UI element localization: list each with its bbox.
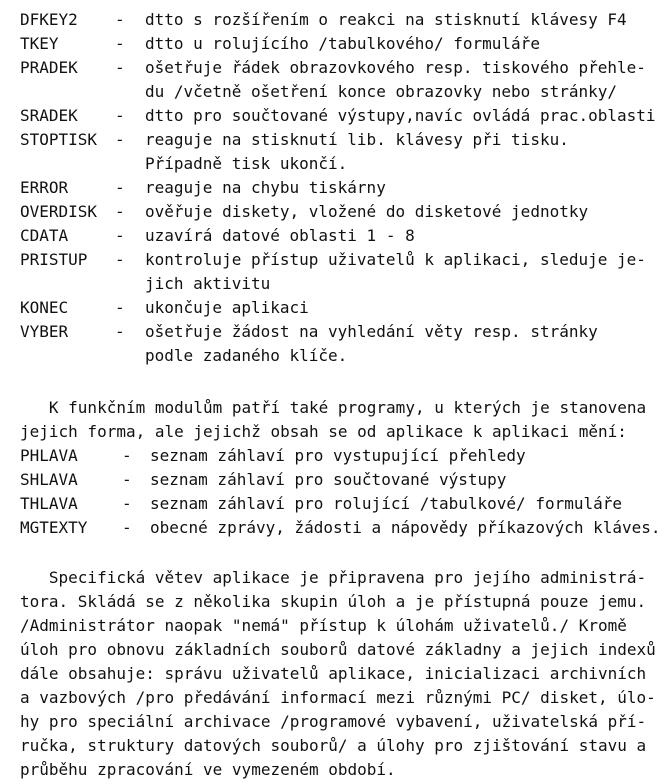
dash: -	[115, 130, 125, 149]
module-description: dtto s rozšířením o reakci na stisknutí klávesy F4	[145, 10, 627, 29]
dash: -	[115, 58, 125, 77]
dash: -	[115, 322, 125, 341]
paragraph-line: /Administrátor naopak "nemá" přístup k úlohám uživatelů./ Kromě	[20, 616, 627, 635]
module-name: PRADEK	[20, 58, 78, 77]
header-name: THLAVA	[20, 494, 78, 513]
module-name: VYBER	[20, 322, 69, 341]
paragraph-line: jejich forma, ale jejichž obsah se od aplikace k aplikaci mění:	[20, 422, 627, 441]
dash: -	[115, 34, 125, 53]
dash: -	[122, 494, 132, 513]
module-description: reaguje na chybu tiskárny	[145, 178, 386, 197]
header-description: seznam záhlaví pro rolující /tabulkové/ formuláře	[150, 494, 623, 513]
module-name: STOPTISK	[20, 130, 98, 149]
module-name: CDATA	[20, 226, 69, 245]
module-name: OVERDISK	[20, 202, 98, 221]
module-description: dtto u rolujícího /tabulkového/ formuláře	[145, 34, 540, 53]
dash: -	[122, 518, 132, 537]
dash: -	[115, 298, 125, 317]
paragraph-line: Specifická větev aplikace je připravena pro jejího administrá-	[20, 568, 647, 587]
module-name: PRISTUP	[20, 250, 88, 269]
dash: -	[115, 250, 125, 269]
dash: -	[115, 106, 125, 125]
module-description: du /včetně ošetření konce obrazovky nebo stránky/	[145, 82, 618, 101]
module-description: dtto pro součtované výstupy,navíc ovládá prac.oblasti	[145, 106, 656, 125]
module-description: podle zadaného klíče.	[145, 346, 348, 365]
header-name: PHLAVA	[20, 446, 78, 465]
dash: -	[115, 202, 125, 221]
module-name: DFKEY2	[20, 10, 78, 29]
paragraph-line: ručka, struktury datových souborů/ a úlohy pro zjištování stavu a	[20, 736, 647, 755]
paragraph-line: tora. Skládá se z několika skupin úloh a je přístupná pouze jemu.	[20, 592, 647, 611]
header-name: SHLAVA	[20, 470, 78, 489]
header-description: seznam záhlaví pro součtované výstupy	[150, 470, 507, 489]
module-description: uzavírá datové oblasti 1 - 8	[145, 226, 415, 245]
dash: -	[115, 178, 125, 197]
module-description: jich aktivitu	[145, 274, 271, 293]
header-description: obecné zprávy, žádosti a nápovědy příkazových kláves.	[150, 518, 661, 537]
module-description: ověřuje diskety, vložené do disketové jednotky	[145, 202, 589, 221]
module-description: ošetřuje žádost na vyhledání věty resp. stránky	[145, 322, 598, 341]
module-name: SRADEK	[20, 106, 78, 125]
paragraph-line: dále obsahuje: správu uživatelů aplikace, inicializaci archivních	[20, 664, 647, 683]
module-description: Případně tisk ukončí.	[145, 154, 348, 173]
module-description: kontroluje přístup uživatelů k aplikaci, sleduje je-	[145, 250, 646, 269]
paragraph-line: průběhu zpracování ve vymezeném období.	[20, 760, 396, 779]
header-name: MGTEXTY	[20, 518, 88, 537]
dash: -	[115, 226, 125, 245]
paragraph-line: a vazbových /pro předávání informací mezi různými PC/ disket, úlo-	[20, 688, 656, 707]
module-name: TKEY	[20, 34, 59, 53]
module-name: ERROR	[20, 178, 69, 197]
paragraph-line: K funkčním modulům patří také programy, u kterých je stanovena	[20, 398, 647, 417]
dash: -	[122, 446, 132, 465]
header-description: seznam záhlaví pro vystupující přehledy	[150, 446, 526, 465]
module-description: ukončuje aplikaci	[145, 298, 309, 317]
module-name: KONEC	[20, 298, 69, 317]
paragraph-line: hy pro speciální archivace /programové vybavení, uživatelská pří-	[20, 712, 647, 731]
paragraph-line: úloh pro obnovu základních souborů datové základny a jejich indexů	[20, 640, 656, 659]
module-description: ošetřuje řádek obrazovkového resp. tiskového přehle-	[145, 58, 646, 77]
dash: -	[115, 10, 125, 29]
dash: -	[122, 470, 132, 489]
module-description: reaguje na stisknutí lib. klávesy při tisku.	[145, 130, 569, 149]
